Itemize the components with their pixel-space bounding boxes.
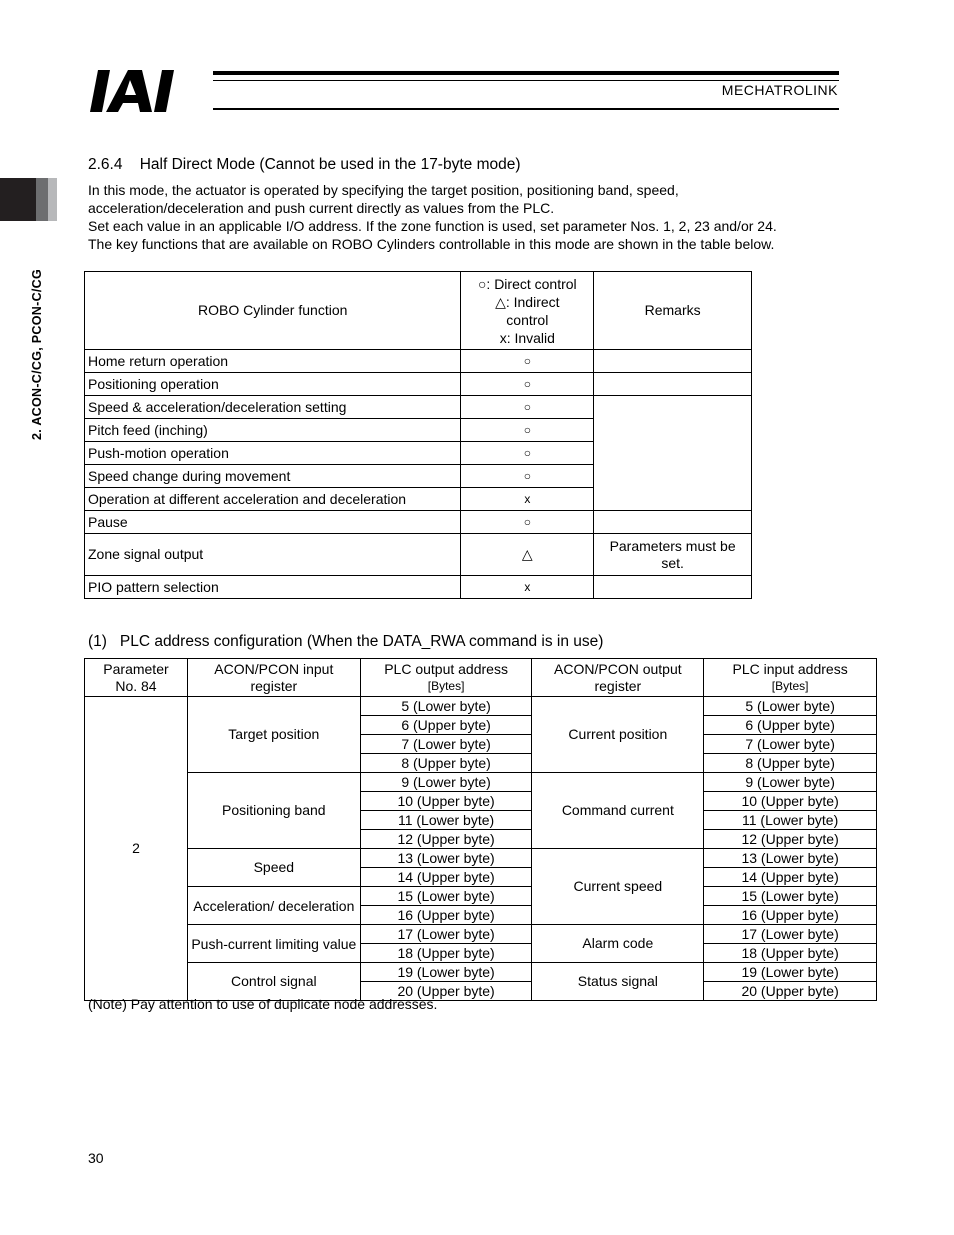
plc-input-cell: 10 (Upper byte) [704,792,877,811]
paragraph-line: Set each value in an applicable I/O address. If the zone function is used, set parameter Nos. 1, 2, 23 and/or 24. [88,218,777,234]
function-cell: PIO pattern selection [85,576,461,599]
table-row [85,534,752,576]
table-header-row [85,272,752,350]
table-row [85,887,877,906]
remarks-cell [594,373,752,396]
plc-input-cell: 14 (Upper byte) [704,868,877,887]
mark-cell: ○ [461,511,594,534]
plc-input-cell: 18 (Upper byte) [704,944,877,963]
plc-input-cell: 17 (Lower byte) [704,925,877,944]
plc-input-cell: 13 (Lower byte) [704,849,877,868]
page-number: 30 [88,1150,104,1166]
chapter-tab-light [48,178,57,221]
paragraph-line: In this mode, the actuator is operated by specifying the target position, positioning band, speed, [88,182,679,198]
plc-output-cell: 8 (Upper byte) [360,754,532,773]
input-register-cell: Push-current limiting value [187,925,360,963]
chapter-tab-dark [0,178,36,221]
table-header-row [85,659,877,697]
table-row [85,849,877,868]
plc-input-cell: 5 (Lower byte) [704,697,877,716]
plc-input-cell: 6 (Upper byte) [704,716,877,735]
plc-input-cell: 8 (Upper byte) [704,754,877,773]
input-register-cell: Control signal [187,963,360,1001]
plc-output-cell: 5 (Lower byte) [360,697,532,716]
header-param-line: No. 84 [115,677,157,694]
function-table [84,271,752,599]
input-register-cell: Speed [187,849,360,887]
chapter-tab-mid [36,178,48,221]
table-row [85,373,752,396]
remarks-cell [594,350,752,373]
header-legend [461,272,594,350]
table-row [85,511,752,534]
section-heading: 2.6.4 Half Direct Mode (Cannot be used in the 17-byte mode) [88,156,521,173]
plc-output-cell: 16 (Upper byte) [360,906,532,925]
input-register-cell: Target position [187,697,360,773]
function-cell: Home return operation [85,350,461,373]
header-line: PLC output address [384,660,508,677]
plc-output-cell: 13 (Lower byte) [360,849,532,868]
mark-cell: ○ [461,396,594,419]
header-input-register [187,659,360,697]
header-line: register [594,677,642,694]
mark-cell: ○ [461,442,594,465]
plc-output-cell: 15 (Lower byte) [360,887,532,906]
table-row [85,576,752,599]
plc-output-cell: 11 (Lower byte) [360,811,532,830]
header-rule-thick [213,71,839,75]
paragraph-line: acceleration/deceleration and push current directly as values from the PLC. [88,200,555,216]
header-line: ACON/PCON output [554,660,682,677]
input-register-cell: Positioning band [187,773,360,849]
plc-input-cell: 12 (Upper byte) [704,830,877,849]
chapter-side-label: 2. ACON-C/CG, PCON-C/CG [30,268,44,440]
header-param-line: Parameter [103,660,169,677]
paragraph-line: The key functions that are available on ROBO Cylinders controllable in this mode are shown in the table below. [88,236,775,252]
header-plc-output [360,659,532,697]
mark-cell: ○ [461,465,594,488]
table-row [85,773,877,792]
plc-output-cell: 12 (Upper byte) [360,830,532,849]
remarks-cell [594,511,752,534]
input-register-cell: Acceleration/ deceleration [187,887,360,925]
plc-input-cell: 15 (Lower byte) [704,887,877,906]
legend-indirect: △: Indirect [495,293,560,310]
output-register-cell: Current speed [532,849,704,925]
mark-cell: ○ [461,419,594,442]
output-register-cell: Status signal [532,963,704,1001]
function-cell: Pitch feed (inching) [85,419,461,442]
table-note: (Note) Pay attention to use of duplicate node addresses. [88,996,438,1012]
mark-cell: ○ [461,350,594,373]
output-register-cell: Alarm code [532,925,704,963]
mark-cell: x [461,488,594,511]
table-row [85,350,752,373]
function-cell: Speed & acceleration/deceleration setting [85,396,461,419]
function-cell: Operation at different acceleration and deceleration [85,488,461,511]
plc-output-cell: 19 (Lower byte) [360,963,532,982]
mark-cell: x [461,576,594,599]
function-cell: Push-motion operation [85,442,461,465]
header-line: ACON/PCON input [214,660,334,677]
table-row [85,697,877,716]
plc-input-cell: 16 (Upper byte) [704,906,877,925]
function-cell: Zone signal output [85,534,461,576]
plc-input-cell: 11 (Lower byte) [704,811,877,830]
plc-output-cell: 7 (Lower byte) [360,735,532,754]
header-output-register [532,659,704,697]
remarks-cell [594,576,752,599]
mark-cell: ○ [461,373,594,396]
header-rule-bottom [213,108,839,110]
param-value-cell: 2 [85,697,188,1001]
header-line: PLC input address [732,660,848,677]
plc-output-cell: 18 (Upper byte) [360,944,532,963]
plc-input-cell: 20 (Upper byte) [704,982,877,1001]
function-cell: Speed change during movement [85,465,461,488]
plc-address-table [84,658,877,1001]
plc-output-cell: 10 (Upper byte) [360,792,532,811]
header-remarks: Remarks [594,272,752,350]
plc-input-cell: 7 (Lower byte) [704,735,877,754]
table-row [85,963,877,982]
iai-logo [90,70,210,112]
plc-output-cell: 9 (Lower byte) [360,773,532,792]
plc-output-cell: 14 (Upper byte) [360,868,532,887]
plc-input-cell: 9 (Lower byte) [704,773,877,792]
header-line: register [250,677,298,694]
remarks-cell: Parameters must be set. [594,534,752,576]
output-register-cell: Current position [532,697,704,773]
plc-output-cell: 17 (Lower byte) [360,925,532,944]
header-unit: [Bytes] [771,678,809,693]
table-row [85,396,752,419]
header-title: MECHATROLINK [721,82,838,98]
mark-cell: △ [461,534,594,576]
header-param [85,659,188,697]
function-cell: Pause [85,511,461,534]
header-plc-input [704,659,877,697]
output-register-cell: Command current [532,773,704,849]
header-rule-thin [213,80,839,81]
legend-invalid: x: Invalid [499,329,555,346]
plc-section-heading: (1) PLC address configuration (When the DATA_RWA command is in use) [88,633,604,650]
plc-output-cell: 6 (Upper byte) [360,716,532,735]
header-unit: [Bytes] [427,678,465,693]
function-cell: Positioning operation [85,373,461,396]
plc-input-cell: 19 (Lower byte) [704,963,877,982]
plc-output-cell: 20 (Upper byte) [360,982,532,1001]
legend-direct: ○: Direct control [477,275,577,292]
legend-indirect-cont: control [506,311,549,328]
header-function: ROBO Cylinder function [85,272,461,350]
table-row [85,925,877,944]
remarks-cell-merged [594,396,752,511]
